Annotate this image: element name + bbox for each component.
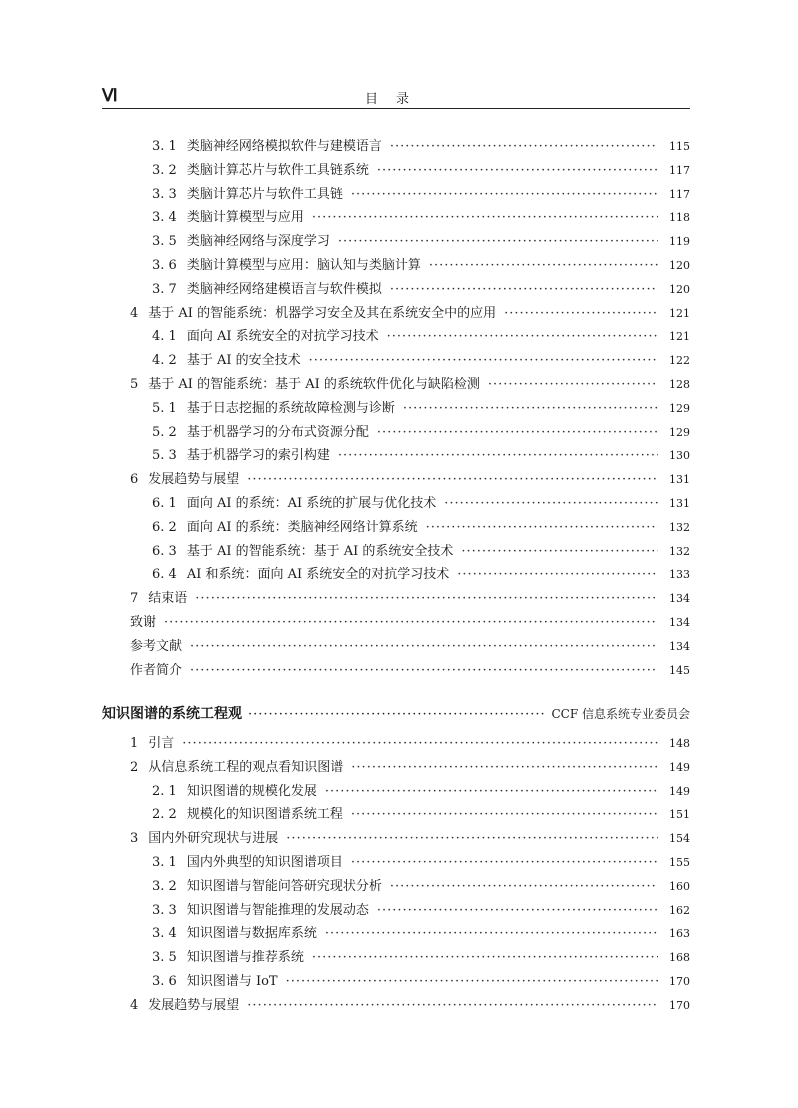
toc-entry-label: 类脑计算模型与应用：脑认知与类脑计算 xyxy=(186,258,421,273)
toc-entry-label: 参考文献 xyxy=(130,638,183,654)
toc-entry-page: 120 xyxy=(669,282,690,296)
leader-dots xyxy=(182,734,658,754)
toc-entry xyxy=(130,375,690,395)
toc-entry-number: 3. 2 xyxy=(152,878,177,894)
toc-entry xyxy=(152,185,690,205)
toc-entry-label: 从信息系统工程的观点看知识图谱 xyxy=(148,759,344,775)
toc-entry xyxy=(130,304,690,324)
toc-entry-number: 3. 3 xyxy=(152,186,177,202)
toc-entry-page: 154 xyxy=(669,832,690,846)
toc-entry-label: 结束语 xyxy=(148,591,188,607)
toc-entry xyxy=(152,399,690,419)
toc-entry-label: 作者简介 xyxy=(130,662,183,678)
toc-entry-number: 4. 2 xyxy=(152,353,177,369)
toc-entry-page: 170 xyxy=(669,975,690,988)
toc-entry xyxy=(152,877,690,897)
toc-entry-number: 2. 2 xyxy=(152,807,177,823)
toc-entry-page: 162 xyxy=(669,903,690,917)
toc-entry-number: 4 xyxy=(130,305,139,321)
toc-entry xyxy=(152,518,690,538)
leader-dots xyxy=(325,782,658,802)
toc-entry xyxy=(130,996,690,1016)
toc-entry-page: 121 xyxy=(669,306,690,320)
toc-entry-label: 类脑计算模型与应用 xyxy=(186,210,304,226)
toc-entry-label: 面向 AI 的系统：类脑神经网络计算系统 xyxy=(186,519,418,535)
leader-dots xyxy=(461,542,658,562)
page-header xyxy=(102,86,690,109)
section-author: CCF 信息系统专业委员会 xyxy=(551,707,690,721)
toc-entry xyxy=(152,565,690,585)
toc-entry-label: 国内外典型的知识图谱项目 xyxy=(186,855,343,870)
page-number: Ⅵ xyxy=(102,86,118,105)
toc-entry xyxy=(130,661,690,681)
toc-entry-page: 134 xyxy=(669,639,690,653)
toc-entry-number: 5. 2 xyxy=(152,424,177,440)
section-title: 知识图谱的系统工程观 xyxy=(102,706,242,722)
toc-entry-page: 163 xyxy=(669,927,690,941)
toc-entry-page: 168 xyxy=(669,951,690,965)
leader-dots xyxy=(390,137,658,157)
leader-dots xyxy=(390,280,658,300)
toc-entry-number: 5. 3 xyxy=(152,448,177,464)
leader-dots xyxy=(309,351,658,371)
leader-dots xyxy=(312,948,658,968)
toc-entry-number: 4 xyxy=(130,997,139,1013)
toc-entry-number: 6. 2 xyxy=(152,519,177,535)
toc-entry-label: 知识图谱的规模化发展 xyxy=(186,783,317,799)
leader-dots xyxy=(325,924,658,944)
toc-entry-number: 3 xyxy=(130,831,139,847)
leader-dots xyxy=(286,829,658,849)
toc-entry-page: 170 xyxy=(669,998,690,1012)
toc-entry-page: 132 xyxy=(669,520,690,534)
toc-entry xyxy=(152,327,690,347)
leader-dots xyxy=(426,518,658,538)
toc-entry-number: 6. 3 xyxy=(152,543,177,559)
toc-entry-number: 4. 1 xyxy=(152,329,177,345)
toc-entry-label: 基于机器学习的索引构建 xyxy=(186,448,330,464)
leader-dots xyxy=(429,256,658,276)
toc-entry-number: 6 xyxy=(130,472,139,488)
toc-entry-number: 2 xyxy=(130,759,139,775)
toc-entry-page: 119 xyxy=(669,235,690,249)
toc-entry-number: 3. 6 xyxy=(152,258,177,273)
leader-dots xyxy=(351,805,658,825)
toc-entry-number: 3. 5 xyxy=(152,950,177,966)
leader-dots xyxy=(403,399,658,419)
leader-dots xyxy=(351,853,658,873)
toc-entry-number: 3. 2 xyxy=(152,162,177,178)
toc-entry-label: 基于 AI 的安全技术 xyxy=(186,353,301,369)
toc-entry-label: 类脑计算芯片与软件工具链系统 xyxy=(186,162,369,178)
toc-entry-label: 发展趋势与展望 xyxy=(148,472,240,488)
toc-entry xyxy=(130,470,690,490)
toc-entry-page: 134 xyxy=(669,592,690,606)
leader-dots xyxy=(338,232,658,252)
toc-entry-label: AI 和系统：面向 AI 系统安全的对抗学习技术 xyxy=(186,567,450,583)
toc-entry-label: 基于日志挖掘的系统故障检测与诊断 xyxy=(186,400,395,416)
toc-entry-number: 3. 3 xyxy=(152,902,177,918)
toc-entry xyxy=(152,446,690,466)
leader-dots xyxy=(351,185,658,205)
toc-entry-page: 130 xyxy=(669,449,690,463)
toc-entry-page: 149 xyxy=(669,760,690,774)
toc-entry-number: 2. 1 xyxy=(152,783,177,799)
toc-entry xyxy=(152,161,690,181)
toc-entry-label: 致谢 xyxy=(130,615,157,630)
toc-entry-label: 面向 AI 的系统：AI 系统的扩展与优化技术 xyxy=(186,496,437,511)
leader-dots xyxy=(195,589,658,609)
toc-entry-label: 规模化的知识图谱系统工程 xyxy=(186,807,343,823)
toc-entry xyxy=(130,589,690,609)
toc-entry-page: 117 xyxy=(669,187,690,201)
toc-entry-page: 155 xyxy=(669,856,690,869)
leader-dots xyxy=(338,446,658,466)
toc-entry-number: 5. 1 xyxy=(152,400,177,416)
leader-dots xyxy=(504,304,658,324)
leader-dots xyxy=(312,208,658,228)
toc-entry xyxy=(152,542,690,562)
toc-entry-number: 5 xyxy=(130,377,139,392)
toc-entry-page: 131 xyxy=(669,473,690,487)
toc-entry-page: 160 xyxy=(669,879,690,893)
toc-entry xyxy=(152,494,690,514)
toc-entry xyxy=(130,758,690,778)
toc-entry-number: 3. 5 xyxy=(152,234,177,250)
toc-entry-page: 151 xyxy=(669,808,690,822)
toc-entry xyxy=(152,256,690,276)
toc-entry-number: 1 xyxy=(130,736,139,751)
toc-entry-label: 知识图谱与 IoT xyxy=(186,974,278,989)
toc-entry xyxy=(152,232,690,252)
toc-entry-label: 类脑神经网络模拟软件与建模语言 xyxy=(186,139,382,154)
toc-entry-page: 149 xyxy=(669,784,690,798)
toc-entry-label: 类脑计算芯片与软件工具链 xyxy=(186,186,343,202)
toc-entry-number: 3. 6 xyxy=(152,974,177,989)
toc-entry-page: 128 xyxy=(669,378,690,391)
leader-dots xyxy=(457,565,658,585)
leader-dots xyxy=(164,613,658,633)
toc-entry-page: 122 xyxy=(669,354,690,368)
toc-entry-page: 131 xyxy=(669,497,690,510)
toc-entry xyxy=(152,853,690,873)
running-title: 目录 xyxy=(364,92,427,107)
toc-entry xyxy=(130,613,690,633)
toc-entry-page: 133 xyxy=(669,568,690,582)
leader-dots xyxy=(190,637,658,657)
toc-entry-page: 134 xyxy=(669,616,690,629)
leader-dots xyxy=(390,877,658,897)
toc-entry-label: 知识图谱与智能推理的发展动态 xyxy=(186,902,369,918)
toc-entry-page: 145 xyxy=(669,663,690,677)
toc-entry-label: 知识图谱与智能问答研究现状分析 xyxy=(186,878,382,894)
toc-entry-number: 3. 7 xyxy=(152,281,177,297)
toc-entry-label: 知识图谱与推荐系统 xyxy=(186,950,304,966)
toc-entry xyxy=(152,423,690,443)
leader-dots xyxy=(351,758,658,778)
toc-entry-page: 118 xyxy=(669,211,690,225)
toc-entry-number: 3. 1 xyxy=(152,855,177,870)
leader-dots xyxy=(247,996,658,1016)
toc-entry-number: 6. 1 xyxy=(152,496,177,511)
toc-entry xyxy=(152,805,690,825)
leader-dots xyxy=(248,707,545,722)
leader-dots xyxy=(377,161,658,181)
toc-entry-label: 基于机器学习的分布式资源分配 xyxy=(186,424,369,440)
toc-entry-number: 6. 4 xyxy=(152,567,177,583)
toc-entry-label: 类脑神经网络与深度学习 xyxy=(186,234,330,250)
toc-entry-number: 3. 4 xyxy=(152,210,177,226)
toc-entry-label: 基于 AI 的智能系统：基于 AI 的系统安全技术 xyxy=(186,543,454,559)
toc-entry-page: 132 xyxy=(669,544,690,558)
toc-entry xyxy=(152,137,690,157)
toc-entry-number: 3. 4 xyxy=(152,926,177,942)
toc-entry xyxy=(152,208,690,228)
leader-dots xyxy=(190,661,658,681)
toc-entry-page: 129 xyxy=(669,401,690,415)
toc-entry-page: 115 xyxy=(669,140,690,153)
toc-entry-label: 面向 AI 系统安全的对抗学习技术 xyxy=(186,329,379,345)
toc-entry xyxy=(152,782,690,802)
toc-entry-label: 类脑神经网络建模语言与软件模拟 xyxy=(186,281,382,297)
toc-entry-label: 知识图谱与数据库系统 xyxy=(186,926,317,942)
toc-entry xyxy=(152,351,690,371)
toc-entry xyxy=(152,948,690,968)
leader-dots xyxy=(247,470,658,490)
toc-entry-label: 引言 xyxy=(148,736,175,751)
leader-dots xyxy=(444,494,658,514)
leader-dots xyxy=(377,423,658,443)
toc-entry-page: 121 xyxy=(669,330,690,344)
leader-dots xyxy=(286,972,658,992)
toc-entry xyxy=(152,972,690,992)
toc-entry-page: 120 xyxy=(669,259,690,272)
toc-entry-number: 7 xyxy=(130,591,139,607)
toc-entry xyxy=(130,637,690,657)
toc-entry xyxy=(152,901,690,921)
toc-entry-label: 发展趋势与展望 xyxy=(148,997,240,1013)
toc-entry-label: 基于 AI 的智能系统：机器学习安全及其在系统安全中的应用 xyxy=(148,305,497,321)
toc-entry-label: 基于 AI 的智能系统：基于 AI 的系统软件优化与缺陷检测 xyxy=(148,377,480,392)
section-heading xyxy=(102,703,690,727)
leader-dots xyxy=(377,901,658,921)
toc-entry-page: 129 xyxy=(669,425,690,439)
toc-entry-page: 148 xyxy=(669,737,690,750)
toc-entry xyxy=(152,924,690,944)
toc-entry-page: 117 xyxy=(669,163,690,177)
leader-dots xyxy=(488,375,658,395)
toc-entry xyxy=(130,734,690,754)
toc-entry xyxy=(130,829,690,849)
toc-entry-label: 国内外研究现状与进展 xyxy=(148,831,279,847)
toc-entry xyxy=(152,280,690,300)
toc-entry-number: 3. 1 xyxy=(152,139,177,154)
leader-dots xyxy=(387,327,658,347)
